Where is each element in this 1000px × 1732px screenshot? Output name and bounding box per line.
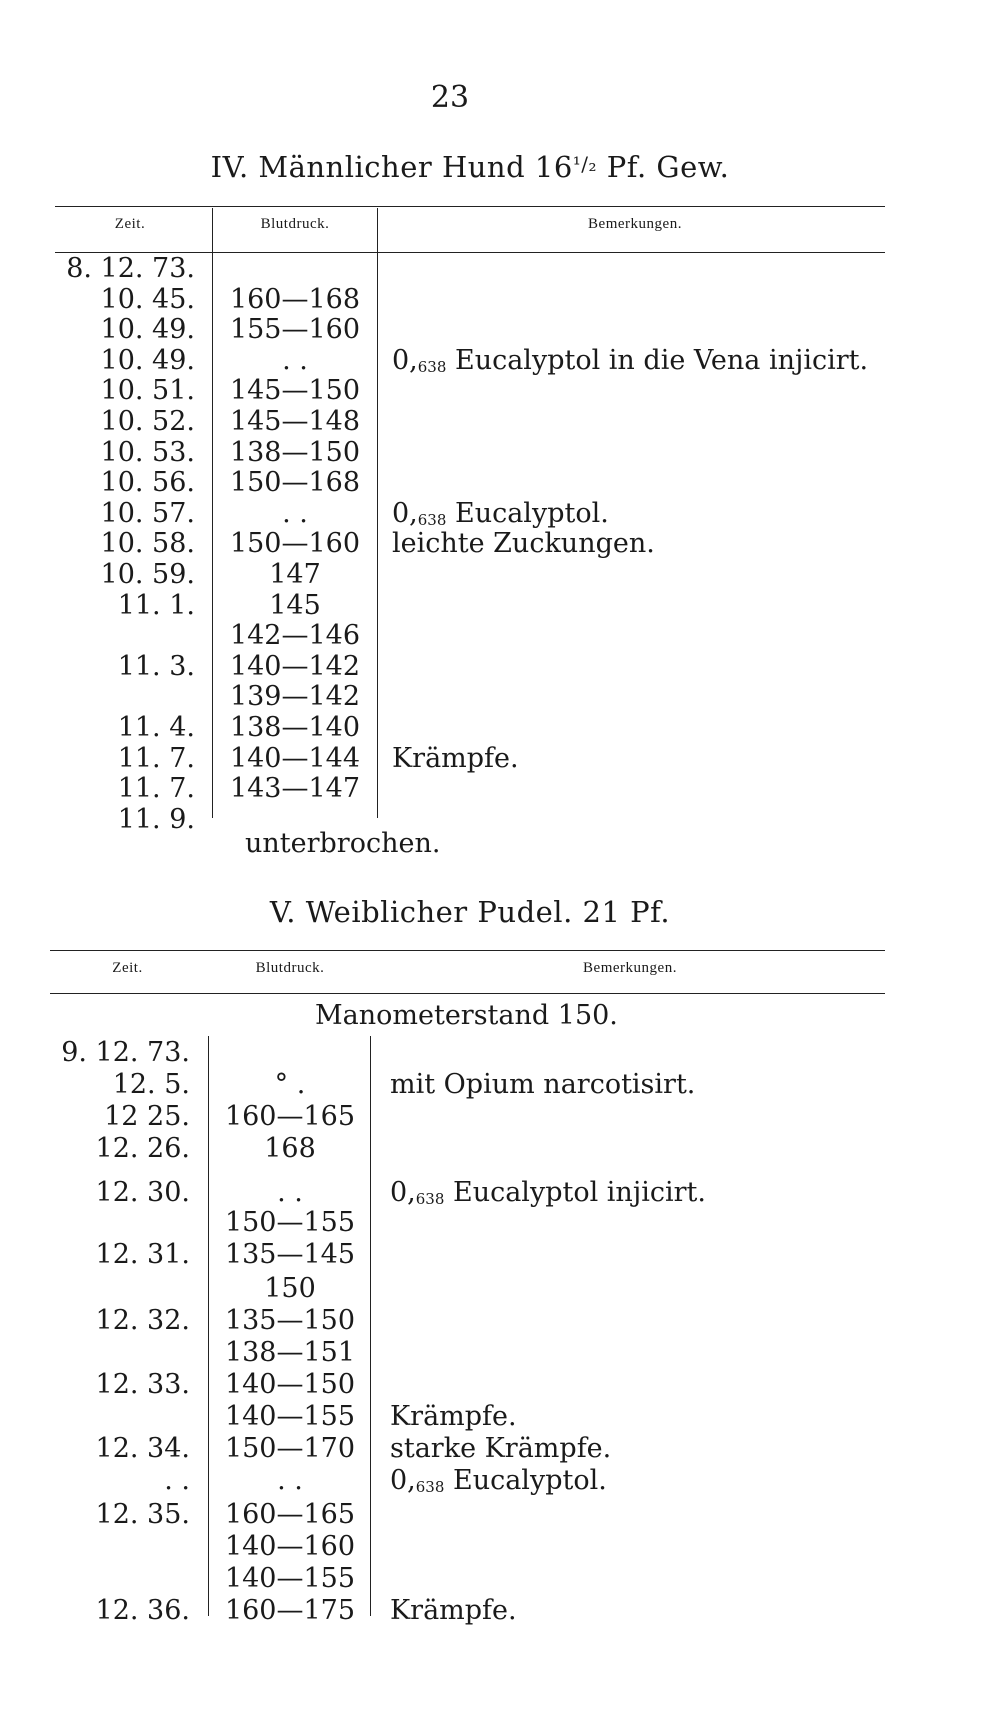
table-cell-time: 12. 34. [95, 1433, 190, 1464]
table-cell-time: 10. 52. [100, 406, 195, 437]
table-cell-time: 12. 33. [95, 1369, 190, 1400]
table-cell-bp: 140—160 [224, 1531, 356, 1562]
table-cell-time: 12. 36. [95, 1595, 190, 1626]
table-cell-bp: 145—150 [229, 375, 361, 407]
remark-dose: 0, [392, 497, 418, 529]
table-cell-time: 12. 32. [95, 1305, 190, 1336]
table-cell-bp: 160—168 [229, 283, 361, 315]
table-cell-bp: 150—155 [224, 1207, 356, 1238]
table-cell-bp: 140—144 [229, 742, 361, 774]
table-cell-time: 11. 1. [117, 589, 195, 621]
remark-dose-sub: 638 [417, 510, 447, 529]
table-cell-remark [390, 1596, 517, 1626]
table-cell-bp: 140—150 [224, 1369, 356, 1400]
remark-text: Krämpfe. [390, 1595, 517, 1626]
section-v-header-bp: Blutdruck. [255, 960, 325, 976]
remark-dose-sub: 638 [415, 1478, 445, 1496]
table-cell-time: 10. 59. [100, 559, 195, 590]
section-iv-col-divider-left [212, 208, 213, 818]
table-cell-time: 10. 49. [100, 314, 195, 346]
table-cell-bp: . . [282, 344, 308, 376]
table-cell-time: 8. 12. 73. [66, 253, 195, 284]
table-cell-bp: 138—140 [229, 712, 361, 743]
table-cell-time: 10. 56. [100, 467, 195, 499]
section-iv-title-tail: Pf. Gew. [597, 150, 730, 184]
table-cell-remark [390, 1178, 706, 1214]
table-cell-bp: 160—165 [224, 1499, 356, 1530]
table-cell-bp: 140—155 [224, 1563, 356, 1594]
remark-dose: 0, [390, 1177, 416, 1208]
table-cell-bp: 150—160 [229, 528, 361, 560]
section-v-manometer: Manometerstand 150. [315, 1000, 618, 1031]
table-cell-time: . . [164, 1465, 190, 1496]
table-cell-bp: 160—175 [224, 1595, 356, 1626]
remark-text: Eucalyptol. [446, 497, 609, 529]
table-cell-remark [390, 1402, 517, 1432]
section-v-header-remarks: Bemerkungen. [583, 960, 677, 976]
section-iv-interrupted: unterbrochen. [245, 828, 441, 859]
table-cell-bp: 142—146 [229, 620, 361, 652]
table-cell-time: 10. 57. [100, 497, 195, 529]
table-cell-bp: 138—151 [224, 1337, 356, 1368]
section-v-header-time: Zeit. [112, 960, 143, 976]
table-cell-time: 10. 58. [100, 528, 195, 560]
table-cell-bp: 143—147 [229, 773, 361, 805]
table-cell-time: 12. 30. [95, 1177, 190, 1208]
section-v-col-divider-left [208, 1036, 209, 1616]
section-v-header-rule [50, 993, 885, 994]
table-cell-bp: 147 [269, 559, 321, 590]
section-iv-title [60, 150, 880, 184]
section-iv-top-rule [55, 206, 885, 207]
table-cell-bp: 140—142 [229, 650, 361, 682]
table-cell-time: 12 25. [104, 1101, 190, 1132]
remark-text: Krämpfe. [390, 1401, 517, 1432]
table-cell-bp: 140—155 [224, 1401, 356, 1432]
table-cell-bp: 135—150 [224, 1305, 356, 1336]
table-cell-time: 10. 49. [100, 344, 195, 376]
remark-text: Eucalyptol. [444, 1465, 607, 1496]
section-iv-header-bp: Blutdruck. [260, 216, 330, 232]
remark-text: mit Opium narcotisirt. [390, 1069, 696, 1100]
table-cell-time: 11. 9. [117, 803, 195, 835]
table-cell-time: 11. 4. [117, 712, 195, 743]
table-cell-bp: 150—168 [229, 467, 361, 499]
table-cell-remark [392, 744, 519, 774]
section-iv-col-divider-right [377, 208, 378, 818]
table-cell-remark [390, 1466, 607, 1502]
page-number: 23 [430, 80, 470, 115]
table-cell-remark [390, 1434, 611, 1464]
section-v-top-rule [50, 950, 885, 951]
section-iv-header-time: Zeit. [114, 216, 146, 232]
remark-text: starke Krämpfe. [390, 1433, 612, 1464]
table-cell-bp: 168 [264, 1133, 316, 1164]
table-cell-bp: 139—142 [229, 681, 361, 713]
remark-dose-sub: 638 [415, 1190, 445, 1208]
section-v-title: V. Weiblicher Pudel. 21 Pf. [269, 895, 671, 929]
table-cell-time: 11. 7. [117, 773, 195, 805]
table-cell-time: 12. 26. [95, 1133, 190, 1164]
remark-text: Eucalyptol in die Vena injicirt. [446, 344, 869, 376]
remark-dose-sub: 638 [417, 357, 447, 376]
table-cell-time: 11. 7. [117, 742, 195, 774]
table-cell-remark [390, 1070, 695, 1100]
table-cell-bp: 135—145 [224, 1239, 356, 1270]
section-iv-title-main: IV. Männlicher Hund 16 [210, 150, 573, 184]
section-v-col-divider-right [370, 1036, 371, 1616]
table-cell-bp: 150—170 [224, 1433, 356, 1464]
table-cell-time: 12. 5. [112, 1069, 190, 1100]
table-cell-bp: 138—150 [229, 436, 361, 468]
remark-dose: 0, [392, 344, 418, 376]
table-cell-time: 10. 53. [100, 436, 195, 468]
table-cell-bp: 150 [264, 1273, 316, 1304]
table-cell-time: 9. 12. 73. [61, 1037, 190, 1068]
table-cell-time: 11. 3. [117, 650, 195, 682]
remark-text: Krämpfe. [392, 742, 519, 774]
table-cell-time: 10. 45. [100, 283, 195, 315]
table-cell-time: 12. 31. [95, 1239, 190, 1270]
table-cell-bp: 155—160 [229, 314, 361, 346]
table-cell-bp: 160—165 [224, 1101, 356, 1132]
table-cell-bp: . . [277, 1177, 303, 1208]
table-cell-bp: . . [277, 1465, 303, 1496]
remark-dose: 0, [390, 1465, 416, 1496]
remark-text: Eucalyptol injicirt. [444, 1177, 706, 1208]
table-cell-remark [392, 346, 868, 382]
table-cell-remark [392, 529, 655, 559]
table-cell-bp: 145—148 [229, 406, 361, 437]
section-iv-header-remarks: Bemerkungen. [588, 216, 682, 232]
remark-text: leichte Zuckungen. [392, 528, 655, 560]
table-cell-bp: . . [282, 497, 308, 529]
section-iv-title-fraction: ¹/₂ [572, 152, 598, 176]
table-cell-bp: ° . [274, 1069, 306, 1100]
table-cell-time: 12. 35. [95, 1499, 190, 1530]
table-cell-bp: 145 [269, 589, 321, 621]
table-cell-time: 10. 51. [100, 375, 195, 407]
